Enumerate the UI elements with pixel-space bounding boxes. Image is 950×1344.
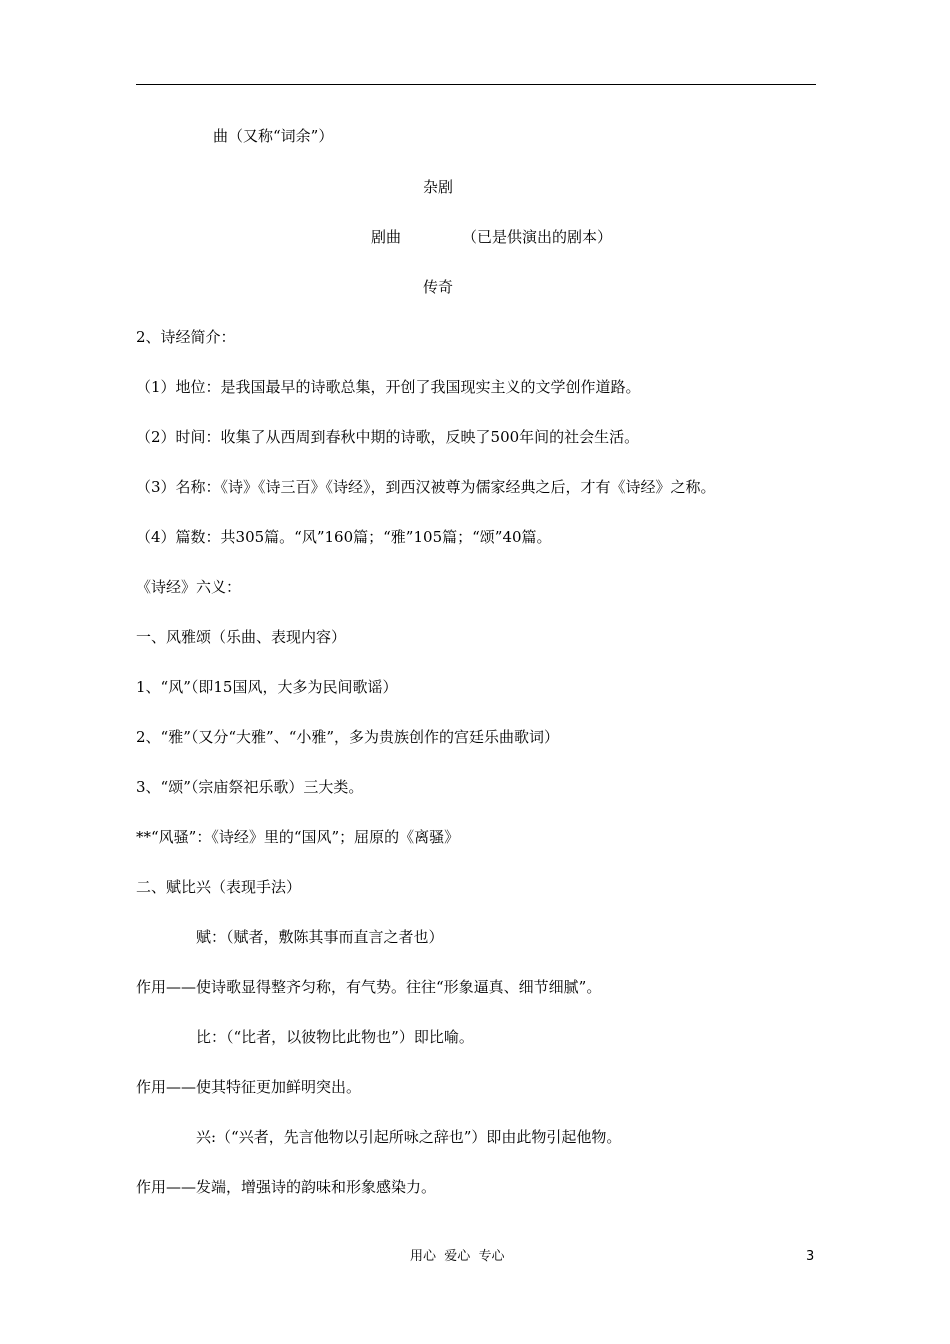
paragraph: （3）名称：《诗》《诗三百》《诗经》，到西汉被尊为儒家经典之后，才有《诗经》之称。 — [136, 478, 716, 496]
line-juqu: 剧曲 — [371, 228, 402, 246]
line-qu: 曲（又称“词余”） — [213, 127, 334, 145]
paragraph: 比：（“比者，以彼物比此物也”）即比喻。 — [196, 1028, 474, 1046]
paragraph: 1、“风”（即15国风，大多为民间歌谣） — [136, 678, 398, 696]
paragraph: 赋：（赋者，敷陈其事而直言之者也） — [196, 928, 444, 946]
paragraph: （1）地位：是我国最早的诗歌总集，开创了我国现实主义的文学创作道路。 — [136, 378, 641, 396]
page-number: 3 — [806, 1249, 815, 1264]
line-chuanqi: 传奇 — [423, 278, 454, 296]
paragraph: 作用——使诗歌显得整齐匀称，有气势。往往“形象逼真、细节细腻”。 — [136, 978, 602, 996]
paragraph: （2）时间：收集了从西周到春秋中期的诗歌，反映了500年间的社会生活。 — [136, 428, 640, 446]
subsection-heading: 一、风雅颂（乐曲、表现内容） — [136, 628, 347, 646]
header-rule — [136, 84, 816, 85]
paragraph: 作用——使其特征更加鲜明突出。 — [136, 1078, 362, 1096]
subsection-heading: 二、赋比兴（表现手法） — [136, 878, 302, 896]
paragraph: **“风骚”：《诗经》里的“国风”；屈原的《离骚》 — [136, 828, 460, 846]
paragraph: 3、“颂”（宗庙祭祀乐歌）三大类。 — [136, 778, 364, 796]
paragraph: 兴:（“兴者，先言他物以引起所咏之辞也”）即由此物引起他物。 — [196, 1128, 622, 1146]
footer-motto: 用心 爱心 专心 — [410, 1249, 505, 1264]
line-juqu-note: （已是供演出的剧本） — [462, 228, 613, 246]
paragraph: （4）篇数：共305篇。“风”160篇；“雅”105篇；“颂”40篇。 — [136, 528, 552, 546]
paragraph: 作用——发端，增强诗的韵味和形象感染力。 — [136, 1178, 437, 1196]
section-heading: 2、诗经简介： — [136, 328, 236, 346]
paragraph: 《诗经》六义： — [136, 578, 242, 596]
paragraph: 2、“雅”（又分“大雅”、“小雅”，多为贵族创作的宫廷乐曲歌词） — [136, 728, 560, 746]
line-zaju: 杂剧 — [423, 178, 454, 196]
